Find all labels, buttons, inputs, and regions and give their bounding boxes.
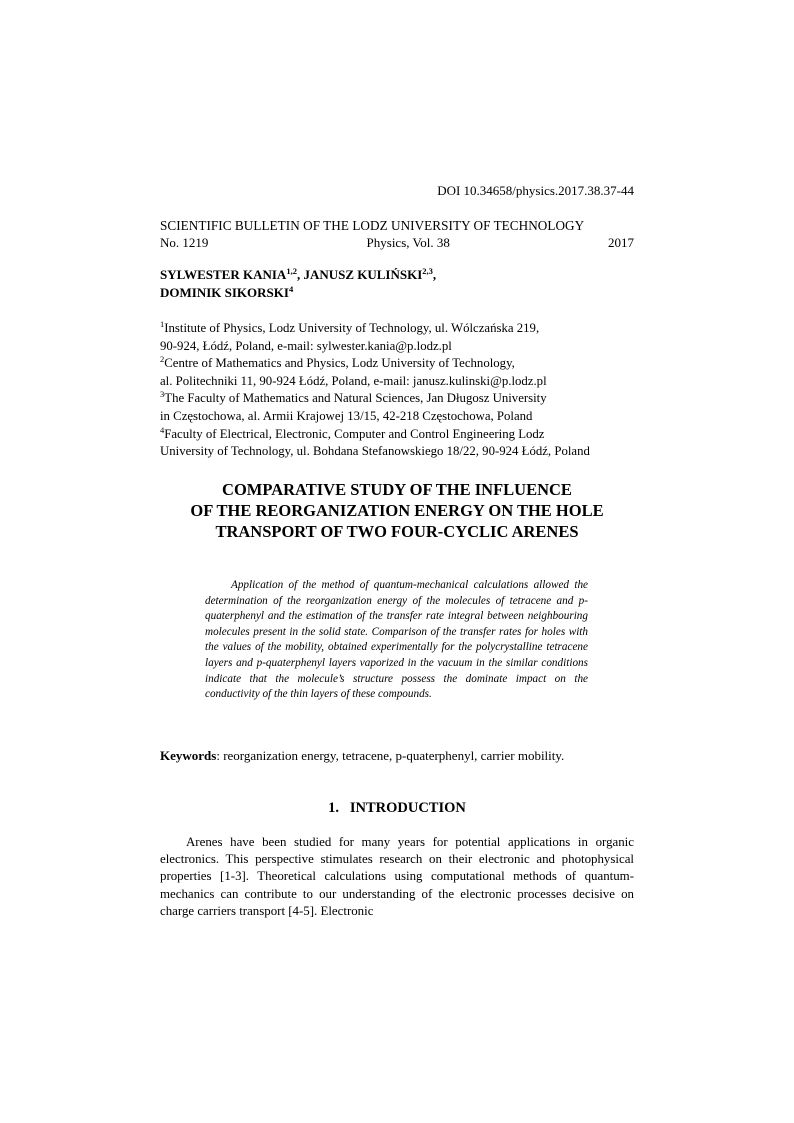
author-name: SYLWESTER KANIA <box>160 267 287 282</box>
author-superscript: 2,3 <box>422 266 433 276</box>
affiliation-1 <box>160 320 634 355</box>
keywords-text: : reorganization energy, tetracene, p-quaterphenyl, carrier mobility. <box>216 748 565 763</box>
affiliation-4 <box>160 426 634 461</box>
affiliation-3 <box>160 390 634 425</box>
journal-series: Physics, Vol. 38 <box>366 235 450 250</box>
author-separator: , <box>296 267 304 282</box>
affiliations-block <box>160 320 634 461</box>
authors-line-1 <box>160 266 634 284</box>
section-title: INTRODUCTION <box>349 800 466 816</box>
affiliation-line: University of Technology, ul. Bohdana Stefanowskiego 18/22, 90-924 Łódź, Poland <box>160 444 590 459</box>
affiliation-superscript: 4 <box>160 424 165 435</box>
affiliation-line: in Częstochowa, al. Armii Krajowej 13/15, 42-218 Częstochowa, Poland <box>160 408 533 423</box>
affiliation-line: Faculty of Electrical, Electronic, Computer and Control Engineering Lodz <box>164 426 545 441</box>
affiliation-line: Institute of Physics, Lodz University of Technology, ul. Wólczańska 219, <box>164 321 540 335</box>
abstract-text: Application of the method of quantum-mechanical calculations allowed the determination of the reorganization energy of the molecules of tetracene and p-quaterphenyl and the estimation of the transfer rate integral between neighbouring molecules present in the solid state. Comparison of the transfer rates for holes with the values of the mobility, obtained experimentally for the polycrystalline tetracene layers and p-quaterphenyl layers vaporized in the vacuum in the similar conditions indicate that the molecule’s structure possess the dominate impact on the conductivity of the thin layers of these compounds. <box>205 579 588 701</box>
affiliation-superscript: 2 <box>160 354 165 365</box>
author-name: JANUSZ KULIŃSKI <box>303 267 423 282</box>
journal-name: SCIENTIFIC BULLETIN OF THE LODZ UNIVERSITY OF TECHNOLOGY <box>160 218 585 233</box>
section-number: 1. <box>328 800 339 816</box>
journal-number: No. 1219 <box>160 235 209 250</box>
title-line: COMPARATIVE STUDY OF THE INFLUENCE <box>222 480 572 499</box>
author-superscript: 1,2 <box>286 266 297 276</box>
affiliation-line: Centre of Mathematics and Physics, Lodz University of Technology, <box>164 356 515 371</box>
paper-title <box>160 479 634 542</box>
authors-line-2 <box>160 284 634 302</box>
keywords-label: Keywords <box>160 748 217 763</box>
title-line: OF THE REORGANIZATION ENERGY ON THE HOLE <box>190 501 604 520</box>
title-line: TRANSPORT OF TWO FOUR-CYCLIC ARENES <box>215 522 579 541</box>
affiliation-superscript: 1 <box>160 319 165 329</box>
section-heading <box>160 800 634 817</box>
affiliation-2 <box>160 355 634 390</box>
affiliation-line: 90-924, Łódź, Poland, e-mail: sylwester.kania@p.lodz.pl <box>160 338 452 353</box>
journal-issue-line <box>160 235 634 251</box>
affiliation-line: al. Politechniki 11, 90-924 Łódź, Poland, e-mail: janusz.kulinski@p.lodz.pl <box>160 373 547 388</box>
author-name: DOMINIK SIKORSKI <box>160 285 289 300</box>
keywords-line <box>160 748 634 764</box>
author-separator: , <box>432 267 437 282</box>
author-superscript: 4 <box>288 284 294 294</box>
affiliation-superscript: 3 <box>160 389 165 400</box>
intro-paragraph: Arenes have been studied for many years for potential applications in organic electronics. This perspective stimulates research on their electronic and photophysical properties [1-3]. Theoretical calculations using computational methods of quantum-mechanics can contribute to our understanding of the electronic processes decisive on charge carriers transport [4-5]. Electronic <box>160 835 634 918</box>
affiliation-line: The Faculty of Mathematics and Natural Sciences, Jan Długosz University <box>164 391 547 406</box>
doi-line: DOI 10.34658/physics.2017.38.37-44 <box>437 183 634 198</box>
journal-year: 2017 <box>608 235 634 250</box>
authors-block <box>160 266 634 302</box>
